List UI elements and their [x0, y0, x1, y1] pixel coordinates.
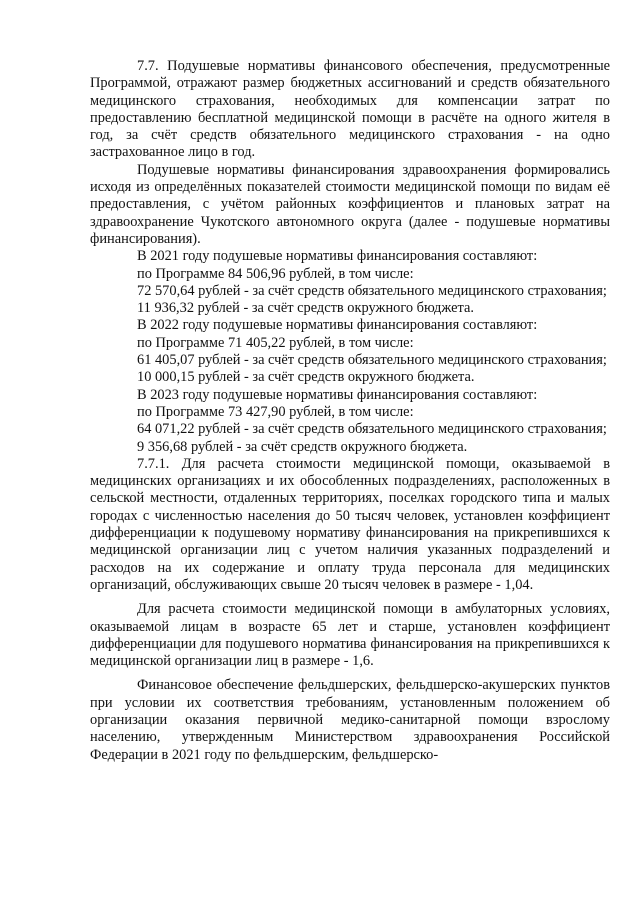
paragraph-7-7-1: 7.7.1. Для расчета стоимости медицинской помощи, оказываемой в медицинских организациях и их обособленных подразделениях, расположенных в сельской местности, отдаленных территориях, поселках городского типа и малых городах с численностью населения до 50 тысяч человек, установлен коэффициент дифференциации к подушевому нормативу финансирования на прикрепившихся к медицинской организации лиц с учетом наличия указанных подразделений и расходов на их содержание и оплату труда персонала для медицинских организаций, обслуживающих свыше 20 тысяч человек в размере - 1,04.: [90, 455, 610, 593]
paragraph-2023-oms: 64 071,22 рублей - за счёт средств обязательного медицинского страхования;: [137, 421, 607, 438]
paragraph-2023-program: по Программе 73 427,90 рублей, в том числе:: [137, 403, 414, 420]
paragraph-7-7: 7.7. Подушевые нормативы финансового обеспечения, предусмотренные Программой, отражают размер бюджетных ассигнований и средств обязательного медицинского страхования, необходимых для компенсации затрат по предоставлению бесплатной медицинской помощи в расчёте на одного жителя в год, за счёт средств обязательного медицинского страхования - на одно застрахованное лицо в год.: [90, 58, 610, 161]
paragraph-per-capita-definition: Подушевые нормативы финансирования здравоохранения формировались исходя из определённых показателей стоимости медицинской помощи по видам её предоставления, с учётом районных коэффициентов и плановых затрат на здравоохранение Чукотского автономного округа (далее - подушевые нормативы финансирования).: [90, 161, 610, 247]
paragraph-2022-oms: 61 405,07 рублей - за счёт средств обязательного медицинского страхования;: [137, 352, 607, 369]
paragraph-2023-heading: В 2023 году подушевые нормативы финансирования составляют:: [137, 386, 538, 403]
paragraph-2021-oms: 72 570,64 рублей - за счёт средств обязательного медицинского страхования;: [137, 282, 607, 299]
paragraph-ambulatory-coefficient: Для расчета стоимости медицинской помощи в амбулаторных условиях, оказываемой лицам в возрасте 65 лет и старше, установлен коэффициент дифференциации для подушевого норматива финансирования на прикрепившихся к медицинской организации лиц в размере - 1,6.: [90, 601, 610, 670]
paragraph-feldsher-financing: Финансовое обеспечение фельдшерских, фельдшерско-акушерских пунктов при условии их соответствия требованиям, установленным положением об организации оказания первичной медико-санитарной помощи взрослому населению, утвержденным Министерством здравоохранения Российской Федерации в 2021 году по фельдшерским, фельдшерско-: [90, 677, 610, 763]
paragraph-2021-budget: 11 936,32 рублей - за счёт средств окружного бюджета.: [137, 300, 474, 317]
paragraph-2023-budget: 9 356,68 рублей - за счёт средств окружного бюджета.: [137, 438, 468, 455]
paragraph-2021-program: по Программе 84 506,96 рублей, в том числе:: [137, 265, 414, 282]
paragraph-2022-heading: В 2022 году подушевые нормативы финансирования составляют:: [137, 317, 538, 334]
paragraph-2021-heading: В 2021 году подушевые нормативы финансирования составляют:: [137, 248, 538, 265]
paragraph-2022-budget: 10 000,15 рублей - за счёт средств окружного бюджета.: [137, 369, 475, 386]
paragraph-2022-program: по Программе 71 405,22 рублей, в том числе:: [137, 334, 414, 351]
